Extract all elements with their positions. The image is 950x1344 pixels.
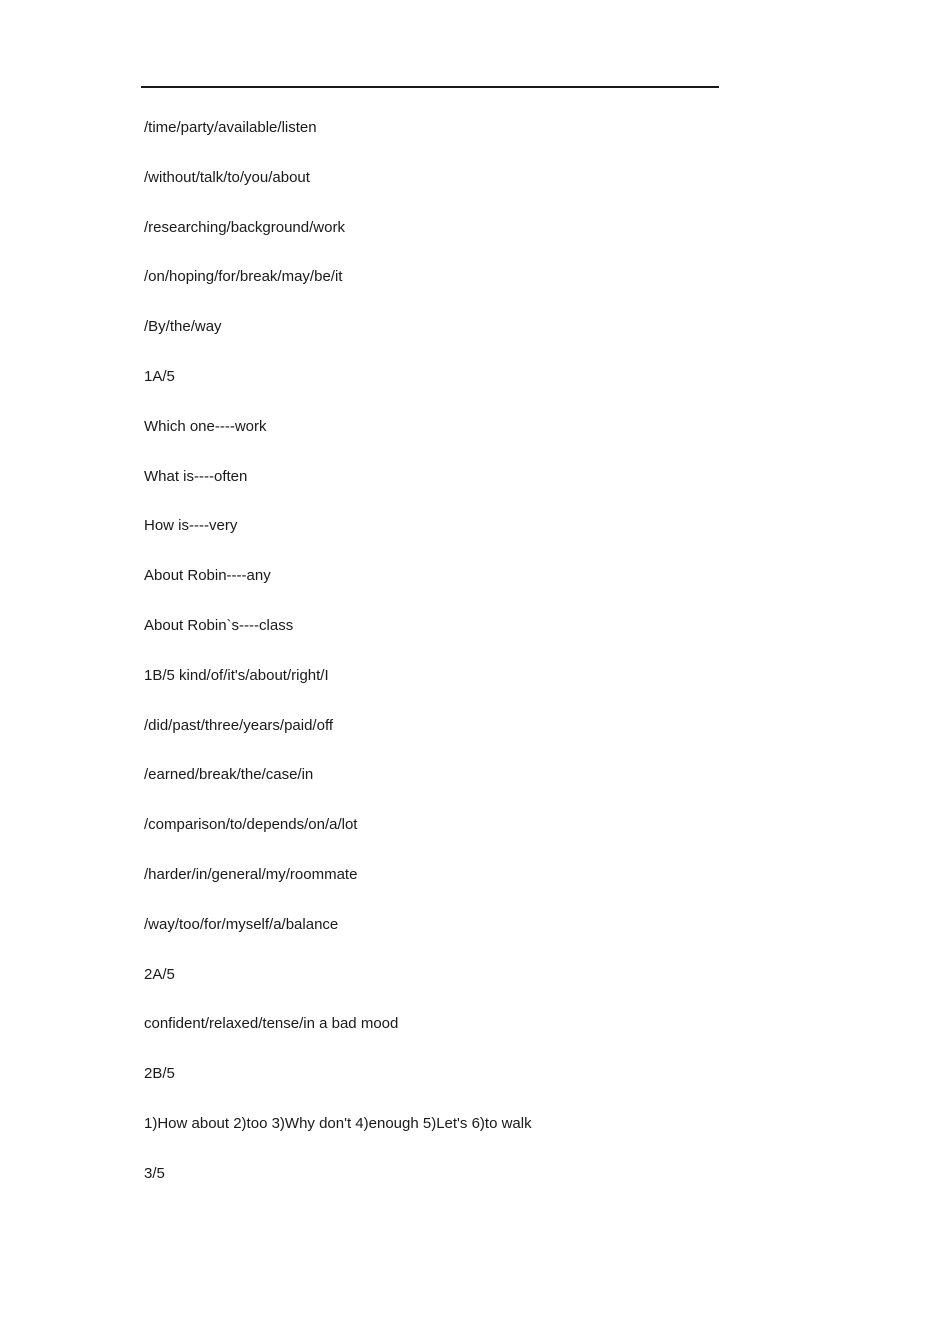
text-line: /without/talk/to/you/about	[144, 168, 310, 186]
text-line: What is----often	[144, 467, 248, 485]
section-label: 3/5	[144, 1164, 165, 1182]
text-line: About Robin`s----class	[144, 616, 294, 634]
text-line: About Robin----any	[144, 567, 271, 585]
text-line: /time/party/available/listen	[144, 119, 317, 136]
text-line: /harder/in/general/my/roommate	[144, 865, 358, 883]
section-label: 2B/5	[144, 1065, 175, 1083]
text-line: /comparison/to/depends/on/a/lot	[144, 816, 358, 834]
document-body	[144, 116, 764, 1212]
text-line: How is----very	[144, 517, 238, 535]
text-line: /way/too/for/myself/a/balance	[144, 915, 339, 933]
text-line: Which one----work	[144, 417, 267, 435]
header-rule	[141, 86, 719, 88]
section-label: 2A/5	[144, 965, 175, 983]
text-line: /on/hoping/for/break/may/be/it	[144, 268, 343, 286]
text-line: /earned/break/the/case/in	[144, 766, 314, 784]
text-line: 1)How about 2)too 3)Why don't 4)enough 5)Let's 6)to walk	[144, 1114, 532, 1132]
section-label: 1A/5	[144, 367, 175, 385]
text-line: /did/past/three/years/paid/off	[144, 716, 334, 734]
section-label: 1B/5 kind/of/it's/about/right/I	[144, 666, 329, 684]
text-line: confident/relaxed/tense/in a bad mood	[144, 1015, 399, 1033]
text-line: /researching/background/work	[144, 218, 345, 236]
text-line: /By/the/way	[144, 318, 222, 336]
